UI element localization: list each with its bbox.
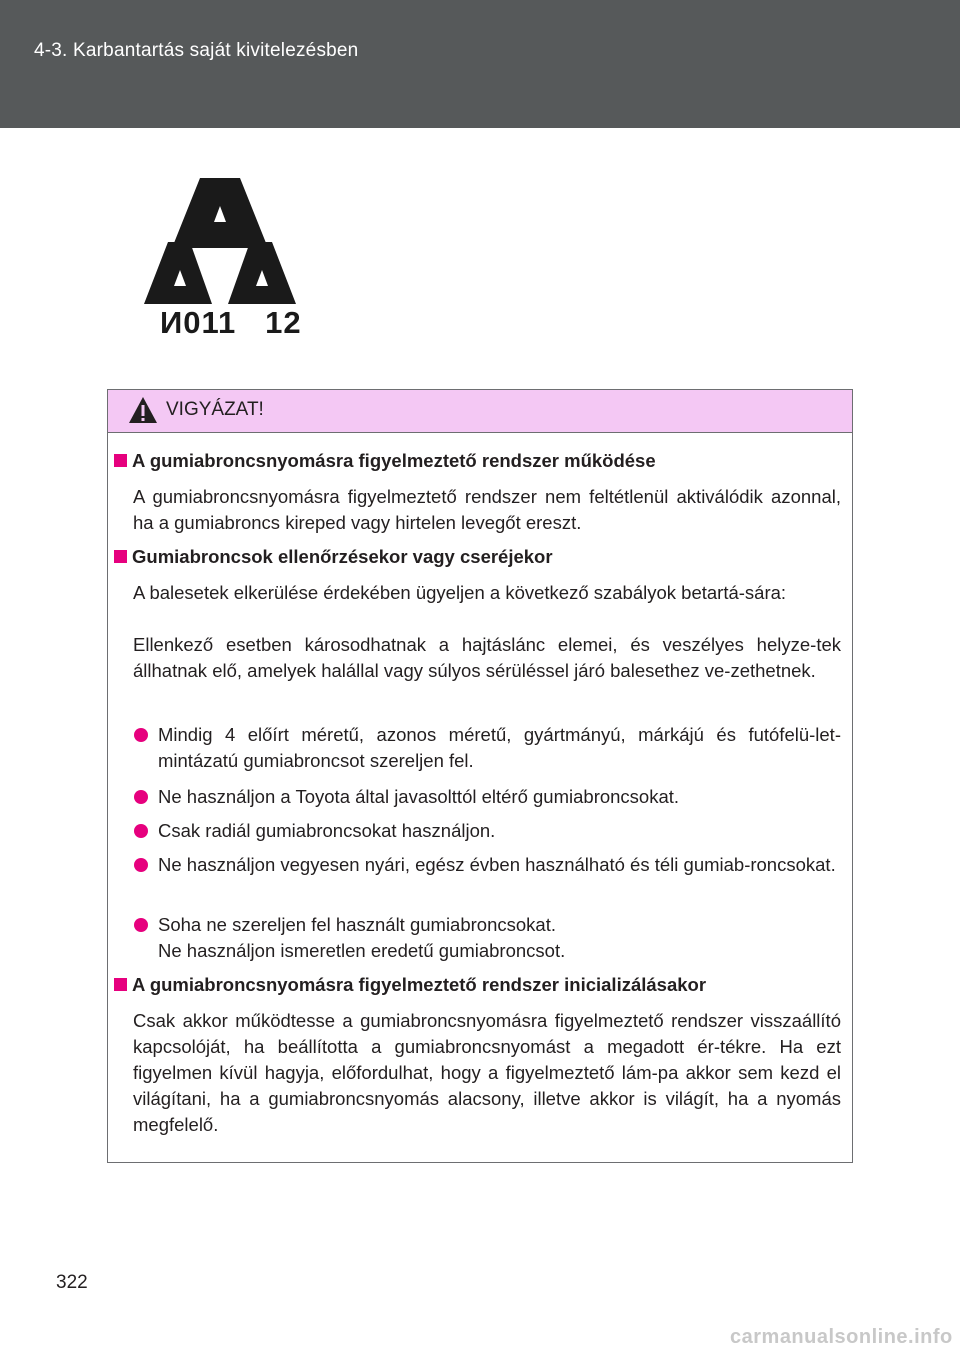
square-bullet-icon: [114, 454, 127, 467]
paragraph: A gumiabroncsnyomásra figyelmeztető rendszer nem feltétlenül aktiválódik azonnal, ha a gumiabroncs kireped vagy hirtelen levegőt ereszt.: [133, 486, 841, 533]
list-item: [133, 722, 841, 774]
paragraph: Csak akkor működtesse a gumiabroncsnyomásra figyelmeztető rendszer visszaállító kapcsolóját, ha beállította a gumiabroncsnyomást a megadott ér-tékre. Ha ezt figyelmen kívül hagyja, előfordulhat, hogy a figyelmeztető lám-pa akkor sem kezd el világítani, ha a gumiabroncsnyomás alacsony, illetve akkor is világít, ha a nyomás megfelelő.: [133, 1010, 841, 1135]
watermark: carmanualsonline.info: [730, 1326, 953, 1348]
round-bullet-icon: [134, 918, 148, 932]
list-item: [133, 852, 841, 878]
caution-box: [107, 389, 853, 1163]
section-heading-text: A gumiabroncsnyomásra figyelmeztető rendszer inicializálásakor: [132, 974, 707, 995]
list-item: [133, 912, 841, 964]
round-bullet-icon: [134, 790, 148, 804]
caution-title: VIGYÁZAT!: [166, 399, 264, 420]
section-heading: [114, 546, 553, 568]
list-item-text: Csak radiál gumiabroncsokat használjon.: [158, 820, 496, 841]
section-heading: [114, 974, 706, 996]
list-item: [133, 818, 841, 844]
round-bullet-icon: [134, 858, 148, 872]
round-bullet-icon: [134, 728, 148, 742]
section-title: 4-3. Karbantartás saját kivitelezésben: [34, 40, 359, 61]
warning-triangle-icon: [128, 396, 158, 424]
paragraph: Ellenkező esetben károsodhatnak a hajtáslánc elemei, és veszélyes helyze-tek állhatnak elő, amelyek halállal vagy súlyos sérüléssel járó balesethez ve-zethetnek.: [133, 634, 841, 681]
section-heading-text: A gumiabroncsnyomásra figyelmeztető rendszer működése: [132, 450, 656, 471]
caution-header: [108, 390, 852, 433]
page-header: [0, 0, 960, 128]
paragraph: A balesetek elkerülése érdekében ügyeljen a következő szabályok betartá-sára:: [133, 582, 787, 603]
list-item-text: Ne használjon vegyesen nyári, egész évben használható és téli gumiab-roncsokat.: [158, 854, 836, 875]
round-bullet-icon: [134, 824, 148, 838]
list-item-text: Soha ne szereljen fel használt gumiabroncsokat.: [158, 914, 556, 935]
section-heading: [114, 450, 656, 472]
square-bullet-icon: [114, 978, 127, 991]
list-item-text: Ne használjon ismeretlen eredetű gumiabroncsot.: [158, 940, 566, 961]
square-bullet-icon: [114, 550, 127, 563]
list-item-text: Ne használjon a Toyota által javasolttól eltérő gumiabroncsokat.: [158, 786, 680, 807]
certification-code: И011 12: [160, 305, 302, 340]
list-item-text: Mindig 4 előírt méretű, azonos méretű, gyártmányú, márkájú és futófelü-let-mintázatú gumiabroncsot szereljen fel.: [158, 724, 841, 771]
section-heading-text: Gumiabroncsok ellenőrzésekor vagy cseréjekor: [132, 546, 553, 567]
list-item: [133, 784, 841, 810]
page-number: 322: [56, 1272, 88, 1293]
